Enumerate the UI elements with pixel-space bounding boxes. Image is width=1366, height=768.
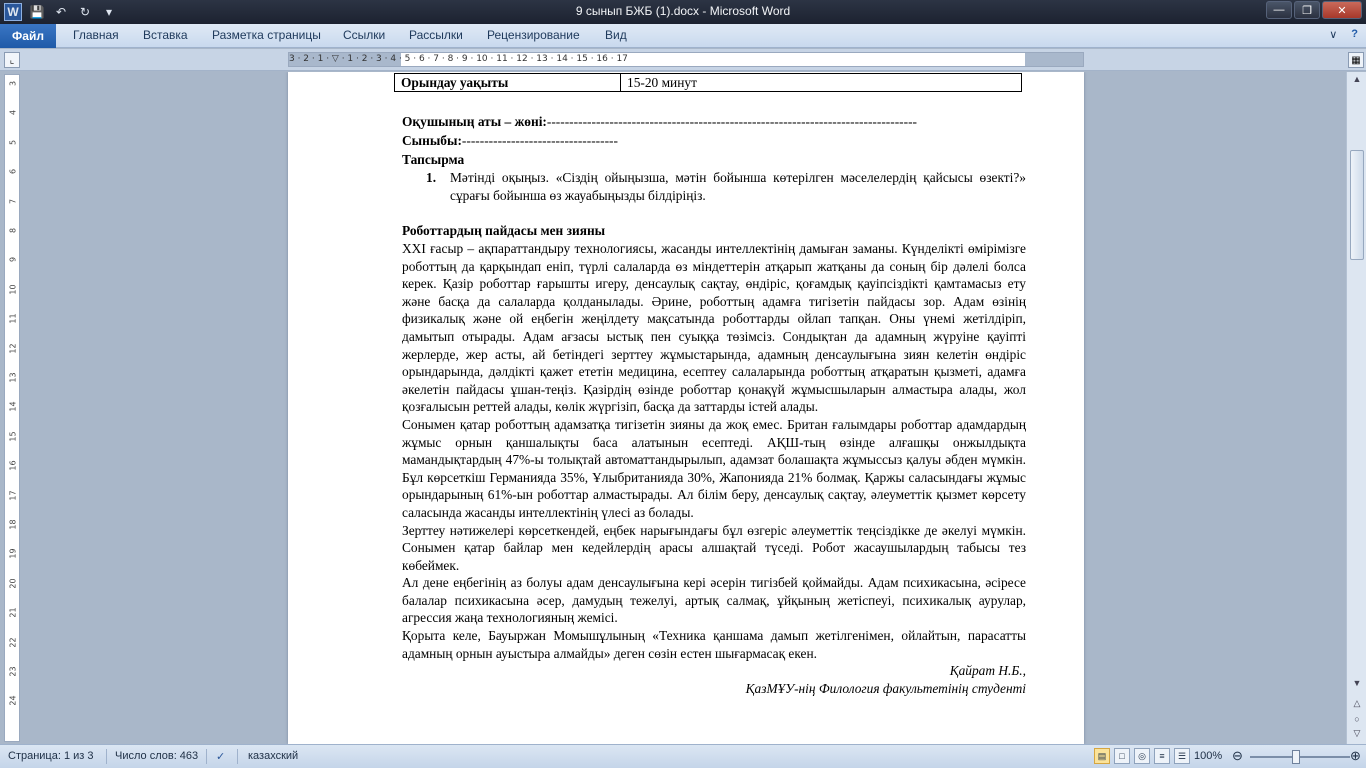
tab-view[interactable]: Вид (605, 28, 627, 42)
divider (106, 749, 107, 764)
info-table (394, 73, 1022, 92)
tab-page-layout[interactable]: Разметка страницы (212, 28, 321, 42)
customize-qat-icon[interactable]: ▾ (105, 5, 113, 19)
zoom-level[interactable]: 100% (1194, 750, 1223, 762)
minimize-button[interactable]: — (1266, 1, 1292, 19)
proofing-icon[interactable]: ✓ (216, 751, 226, 763)
undo-icon[interactable]: ↶ (55, 5, 67, 19)
vertical-ruler-number: 4 (8, 110, 18, 116)
maximize-button[interactable]: ❐ (1294, 1, 1320, 19)
divider (206, 749, 207, 764)
vertical-ruler-number: 12 (8, 343, 18, 354)
page-count[interactable]: Страница: 1 из 3 (8, 750, 94, 762)
ruler-row (0, 49, 1366, 71)
document-page[interactable] (288, 72, 1084, 744)
task-title: Тапсырма (402, 152, 465, 167)
vertical-ruler[interactable] (4, 74, 20, 742)
tab-references[interactable]: Ссылки (343, 28, 386, 42)
vertical-ruler-number: 23 (8, 666, 18, 677)
task-section (402, 152, 1026, 205)
paragraph: Сонымен қатар роботтың адамзатқа тигізетін зияны да жоқ емес. Британ ғалымдары роботтар адамдардың жұмыс орнын қаншалықты баса алатынын есептеді. АҚШ-тың өзінде алғашқы онжылдықта мамандықтардың 47%-ы толықтай автоматтандырылып, адамзат болашақта жұмыссыз қалуы әбден мүмкін. Бұл көрсеткіш Германияда 35%, Ұлыбританияда 30%, Жапонияда 21% болмақ. Қаржы саласындағы жұмыс орындарының 61%-ын роботтар алмастырады. Ал білім беру, денсаулық сақтау, әлеуметтік қызмет көрсету саласында жасанды интеллектінің үлесі аз болады. (402, 416, 1026, 520)
status-bar (0, 744, 1366, 768)
vertical-ruler-number: 21 (8, 607, 18, 618)
vertical-ruler-number: 22 (8, 637, 18, 648)
close-button[interactable]: ✕ (1322, 1, 1362, 19)
vertical-ruler-number: 24 (8, 695, 18, 706)
task-text: Мәтінді оқыңыз. «Сіздің ойыңызша, мәтін бойынша көтерілген мәселелердің қайсысы өзекті?» сұрағы бойынша өз жауабыңызды білдіріңіз. (450, 170, 1026, 203)
document-workspace[interactable] (24, 72, 1346, 744)
next-page-icon[interactable]: ▽ (1353, 728, 1361, 738)
student-name-dashes: ----------------------------------------------------------------------------------- (546, 114, 918, 129)
vertical-ruler-number: 8 (8, 227, 18, 234)
zoom-slider-thumb[interactable] (1292, 750, 1300, 764)
outline-icon[interactable]: ≡ (1154, 748, 1170, 764)
tab-insert[interactable]: Вставка (143, 28, 188, 42)
word-count[interactable]: Число слов: 463 (115, 750, 199, 762)
scroll-down-icon[interactable]: ▼ (1352, 678, 1362, 688)
vertical-ruler-number: 13 (8, 372, 18, 383)
paragraph: Ал дене еңбегінің аз болуы адам денсаулығына кері әсерін тигізбей қоймайды. Адам психикасына, әсіресе балалар психикасына әсер, дамудың тежелуі, артық салмақ, ұйқының жетіспеуі, психикалық аурулар, агрессия жаңа технологияның жемісі. (402, 575, 1026, 626)
vertical-scrollbar[interactable] (1346, 72, 1366, 744)
tab-stop-selector[interactable]: ⌞ (4, 52, 20, 68)
ribbon-tabs (0, 24, 1366, 48)
class-dashes: ----------------------------------- (461, 133, 618, 148)
save-icon[interactable]: 💾 (29, 5, 45, 19)
essay (402, 222, 1026, 697)
vertical-ruler-number: 20 (8, 578, 18, 589)
table-row (395, 74, 1022, 92)
student-name-line (402, 112, 1026, 131)
scroll-up-icon[interactable]: ▲ (1352, 74, 1362, 84)
vertical-ruler-number: 14 (8, 401, 18, 412)
paragraph: Қорыта келе, Бауыржан Момышұлының «Техника қаншама дамып жетілгенімен, ойлайтын, парасатты адамның орнын ауыстыра алмайды» деген сөзін естен шығармасақ екен. (402, 628, 1026, 661)
vertical-ruler-number: 19 (8, 548, 18, 559)
web-layout-icon[interactable]: ◎ (1134, 748, 1150, 764)
table-cell-key: Орындау уақыты (395, 74, 621, 92)
expand-ribbon-icon[interactable]: ∨ (1329, 29, 1338, 41)
student-fields (402, 112, 1026, 150)
help-icon[interactable]: ? (1351, 28, 1358, 40)
zoom-out-icon[interactable]: ⊖ (1232, 748, 1243, 763)
student-name-label: Оқушының аты – жөні: (402, 114, 547, 129)
vertical-ruler-number: 15 (8, 431, 18, 442)
vertical-ruler-number: 3 (8, 80, 18, 87)
class-label: Сыныбы: (402, 133, 462, 148)
full-screen-reading-icon[interactable]: □ (1114, 748, 1130, 764)
view-ruler-icon[interactable]: ▦ (1348, 52, 1364, 68)
tab-file[interactable]: Файл (0, 24, 56, 48)
language-indicator[interactable]: казахский (248, 750, 299, 762)
paragraph: XXI ғасыр – ақпараттандыру технологиясы, жасанды интеллектінің дамыған заманы. Күнделікті өмірімізге роботтың да қарқындап еніп, түрлі салаларда өз міндеттерін атқарып жатқаны да соның бір дәлелі болса керек. Қазір роботтар ғарышты игеру, денсаулық сақтау, өндіріс, қоғамдық қауіпсіздікті қамтамасыз ету және басқа да салаларда қолданылады. Әрине, роботтың адамға тигізетін пайдасы зор. Адам өзінің физикалық және ой еңбегін жеңілдету мақсатында роботтарды ойлап тапқан. Оны үнемі жетілдіріп, дамытып отырады. Адам ағзасы ыстық пен суыққа төзімсіз. Сондықтан да адамның жүруіне қауіпті жерлерде, жер асты, ай бетіндегі зерттеу жұмыстарында, адамның денсаулығына зиян келетін өндіріс орындарында, дәлдікті қажет ететін медицина, есептеу салаларында роботтың атқаратын қызметі, адамға әкелетін пайдасы ұшан-теңіз. Қазірдің өзінде роботтар қонақүй жұмысшыларын алмастыра алады, жол қозғалысын реттей алады, көлік жүргізіп, басқа да заттарды істей алады. (402, 241, 1026, 415)
redo-icon[interactable]: ↻ (79, 5, 91, 19)
class-line (402, 131, 1026, 150)
essay-title: Роботтардың пайдасы мен зияны (402, 223, 606, 238)
ruler-scale: 3 · 2 · 1 · ▽ · 1 · 2 · 3 · 4 · 5 · 6 · 7 · 8 · 9 · 10 · 11 · 12 · 13 · 14 · 15 · 16 · 17 (289, 54, 628, 64)
word-app-icon[interactable]: W (4, 3, 22, 21)
zoom-slider[interactable] (1250, 756, 1350, 758)
vertical-ruler-number: 9 (8, 257, 18, 263)
vertical-ruler-number: 5 (8, 139, 18, 145)
divider (237, 749, 238, 764)
scrollbar-thumb[interactable] (1350, 150, 1364, 260)
print-layout-icon[interactable]: ▤ (1094, 748, 1110, 764)
horizontal-ruler[interactable] (288, 52, 1084, 67)
zoom-in-icon[interactable]: ⊕ (1350, 748, 1361, 763)
vertical-ruler-number: 6 (8, 169, 18, 175)
vertical-ruler-number: 10 (8, 284, 18, 295)
title-bar (0, 0, 1366, 24)
vertical-ruler-number: 18 (8, 519, 18, 530)
previous-page-icon[interactable]: △ (1353, 698, 1361, 708)
vertical-ruler-number: 17 (8, 490, 18, 501)
vertical-ruler-number: 7 (8, 198, 18, 204)
tab-mailings[interactable]: Рассылки (409, 28, 463, 42)
browse-object-icon[interactable]: ○ (1354, 714, 1360, 724)
paragraph: Зерттеу нәтижелері көрсеткендей, еңбек нарығындағы бұл өзгеріс әлеуметтік теңсіздікке де әкелуі мүмкін. Сонымен қатар байлар мен кедейлердің арасы алшақтай түседі. Робот жасаушылардың табысы тез көбеймек. (402, 522, 1026, 573)
list-number: 1. (426, 170, 437, 185)
tab-review[interactable]: Рецензирование (487, 28, 580, 42)
author-name: Қайрат Н.Б., (949, 663, 1026, 679)
vertical-ruler-number: 16 (8, 460, 18, 471)
author-affiliation: ҚазМҰУ-нің Филология факультетінің студенті (745, 680, 1026, 696)
draft-icon[interactable]: ☰ (1174, 748, 1190, 764)
tab-home[interactable]: Главная (73, 28, 119, 42)
window-title: 9 сынып БЖБ (1).docx - Microsoft Word (575, 4, 791, 18)
vertical-ruler-number: 11 (8, 313, 18, 324)
table-cell-value: 15-20 минут (621, 74, 1022, 92)
list-item (402, 169, 1026, 205)
